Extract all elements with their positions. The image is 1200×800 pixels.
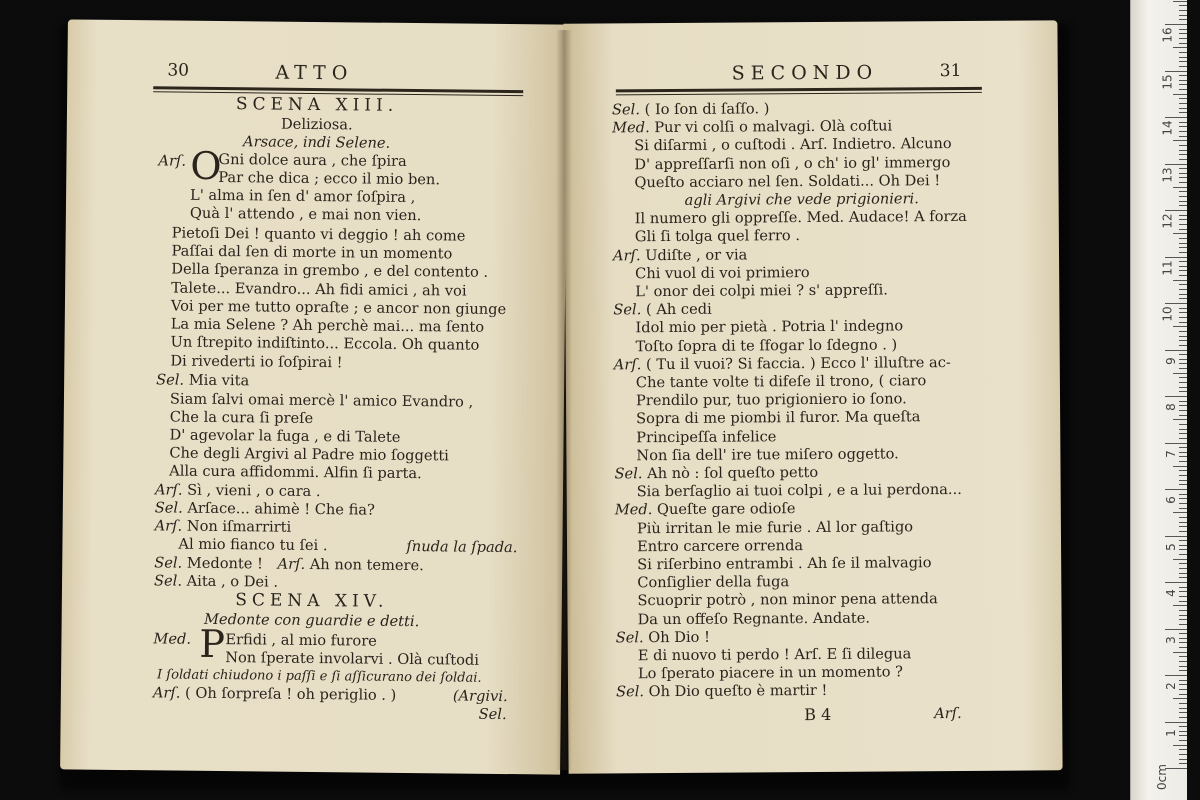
verse-line: L' onor dei colpi miei ? s' appreſſi. (635, 281, 888, 301)
ruler-tick (1179, 322, 1187, 323)
ruler-tick (1179, 680, 1187, 681)
ruler-tick (1173, 652, 1187, 653)
ruler-tick (1179, 456, 1187, 457)
verse-text: Sì , vieni , o cara . (187, 481, 321, 501)
ruler-tick (1179, 410, 1187, 411)
ruler-tick (1179, 10, 1187, 11)
ruler-tick (1179, 33, 1187, 34)
ruler-tick (1179, 717, 1187, 718)
verse-line (613, 246, 747, 265)
verse-text: Mia vita (188, 371, 250, 390)
ruler-tick (1179, 98, 1187, 99)
ruler-tick (1179, 205, 1187, 206)
ruler-tick (1179, 647, 1187, 648)
verse-text: ( Tu il vuoi? Si faccia. ) Ecco l' illuſtre ac- (645, 353, 951, 373)
verse-line (612, 100, 770, 119)
ruler-tick (1165, 117, 1187, 118)
verse-line: Di rivederti io ſoſpirai ! (170, 352, 343, 372)
ruler-tick (1179, 498, 1187, 499)
ruler-tick (1179, 591, 1187, 592)
ruler-tick (1179, 75, 1187, 76)
speaker-label: Sel. (154, 499, 183, 517)
verse-line: Gni dolce aura , che ſpira (218, 150, 407, 170)
verse-line: E di nuovo ti perdo ! Arſ. E ſi dilegua (637, 645, 912, 665)
dialogue-line (153, 684, 397, 705)
measuring-ruler (1130, 0, 1187, 800)
verse-line: Entro carcere orrenda (636, 536, 804, 556)
ruler-tick (1179, 363, 1187, 364)
verse-line (616, 682, 827, 701)
ruler-tick (1179, 66, 1187, 67)
ruler-tick (1179, 284, 1187, 285)
catchword: Arſ. (934, 704, 962, 723)
speaker-label: Sel. (154, 554, 183, 572)
speaker-label: Sel. (156, 371, 185, 389)
ruler-tick (1173, 326, 1187, 327)
speaker-label: Med. (612, 119, 655, 137)
verse-line: Sia berſaglio ai tuoi colpi , e a lui perdona... (636, 481, 962, 501)
signature-mark: B 4 (804, 704, 832, 725)
ruler-tick (1179, 545, 1187, 546)
ruler-tick (1179, 735, 1187, 736)
ruler-tick (1179, 89, 1187, 90)
verse-line: Conſiglier della fuga (637, 573, 790, 592)
ruler-tick (1179, 317, 1187, 318)
verse-line: Talete... Evandro... Ah fidi amici , ah voi (171, 279, 467, 300)
ruler-tick (1179, 177, 1187, 178)
verse-text: Arſace... ahimè ! Che fia? (187, 499, 375, 519)
ruler-tick (1179, 508, 1187, 509)
ruler-tick (1179, 624, 1187, 625)
ruler-tick (1179, 377, 1187, 378)
ruler-tick (1179, 526, 1187, 527)
ruler-tick (1179, 201, 1187, 202)
ruler-tick (1179, 531, 1187, 532)
ruler-tick (1179, 38, 1187, 39)
verse-text: Pur vi colſi o malvagi. Olà coſtui (654, 117, 893, 137)
ruler-tick (1179, 429, 1187, 430)
verse-line: Queſto acciaro nel ſen. Soldati... Oh Dei ! (634, 171, 941, 192)
ruler-tick (1179, 503, 1187, 504)
verse-line: D' appreſſarſi non oſi , o ch' io gl' immergo (634, 153, 951, 173)
verse-line (616, 629, 710, 648)
ruler-number: 15 (1160, 73, 1175, 90)
ruler-tick (1179, 298, 1187, 299)
verse-line: Alla cura affidommi. Alfin ſi parta. (169, 462, 422, 483)
ruler-number: 9 (1164, 356, 1179, 365)
ruler-tick (1179, 168, 1187, 169)
ruler-tick (1179, 452, 1187, 453)
ruler-tick (1179, 670, 1187, 671)
ruler-tick (1179, 540, 1187, 541)
verse-line: La mia Selene ? Ah perchè mai... ma ſento (170, 315, 485, 336)
speaker-label: Arſ. (154, 481, 183, 499)
ruler-tick (1179, 708, 1187, 709)
ruler-tick (1165, 443, 1187, 444)
ruler-tick (1165, 396, 1187, 397)
ruler-tick (1179, 345, 1187, 346)
ruler-tick (1179, 238, 1187, 239)
stage-direction: I ſoldati chiudono i paſſi e ſi aſſicurano dei ſoldai. (157, 667, 482, 686)
verse-line (612, 118, 892, 138)
ruler-tick (1179, 577, 1187, 578)
dialogue-line (156, 371, 249, 390)
catchword: Sel. (478, 705, 507, 724)
ruler-tick (1165, 257, 1187, 258)
ruler-number: 5 (1164, 542, 1179, 551)
ruler-tick (1165, 675, 1187, 676)
ruler-tick (1179, 749, 1187, 750)
verse-line: Quà l' attendo , e mai non vien. (189, 204, 422, 225)
ruler-tick (1179, 475, 1187, 476)
ruler-tick (1179, 145, 1187, 146)
verse-text: Ah non temere. (309, 555, 424, 575)
ruler-tick (1179, 517, 1187, 518)
verse-line: Della ſperanza in grembo , e del contento . (171, 260, 489, 281)
ruler-tick (1179, 15, 1187, 16)
verse-line: Si riſerbino entrambi . Ah ſe il malvagio (637, 554, 932, 574)
ruler-tick (1179, 694, 1187, 695)
stage-direction: agli Argivi che vede prigionieri. (684, 190, 919, 209)
ruler-tick (1173, 373, 1187, 374)
ruler-tick (1179, 173, 1187, 174)
right-header-rule-thin (616, 92, 982, 96)
speaker-label: Arſ. (152, 684, 181, 702)
verse-line: Non ſperate involarvi . Olà cuſtodi (225, 649, 480, 669)
ruler-tick (1179, 52, 1187, 53)
left-running-head: ATTO (275, 61, 354, 85)
ruler-number: 8 (1164, 403, 1179, 411)
speaker-label: Arſ. (277, 555, 306, 573)
ruler-tick (1179, 368, 1187, 369)
ruler-tick (1179, 740, 1187, 741)
ruler-tick (1179, 84, 1187, 85)
verse-line: Non ſia dell' ire tue miſero oggetto. (636, 445, 899, 465)
ruler-number: 14 (1160, 120, 1175, 136)
ruler-tick (1179, 596, 1187, 597)
speaker-label: Arſ. (613, 355, 647, 374)
ruler-tick (1179, 159, 1187, 160)
ruler-tick (1165, 303, 1187, 304)
drop-cap-p: P (199, 621, 226, 667)
ruler-tick (1179, 80, 1187, 81)
dialogue-line (155, 517, 292, 536)
ruler-tick (1179, 359, 1187, 360)
ruler-tick (1179, 484, 1187, 485)
verse-line (614, 464, 818, 483)
verse-line: Erfidi , al mio furore (225, 631, 377, 650)
ruler-tick (1179, 656, 1187, 657)
verse-line: Che tante volte ti difeſe il trono, ( ciaro (635, 372, 927, 392)
ruler-tick (1179, 424, 1187, 425)
ruler-tick (1173, 605, 1187, 606)
ruler-tick (1179, 219, 1187, 220)
ruler-tick (1179, 712, 1187, 713)
ruler-tick (1179, 150, 1187, 151)
verse-text: ( Io ſon di ſaſſo. ) (644, 100, 770, 119)
ruler-tick (1179, 438, 1187, 439)
ruler-tick (1173, 698, 1187, 699)
ruler-tick (1173, 47, 1187, 48)
ruler-tick (1179, 354, 1187, 355)
ruler-tick (1165, 71, 1187, 72)
speaker-label: Med. (153, 630, 192, 648)
ruler-tick (1165, 489, 1187, 490)
verse-line: Un ſtrepito indiſtinto... Eccola. Oh quanto (170, 333, 480, 354)
speaker-label: Sel. (153, 572, 183, 590)
ruler-tick (1179, 573, 1187, 574)
ruler-tick (1179, 666, 1187, 667)
ruler-tick (1179, 549, 1187, 550)
verse-line (615, 501, 796, 520)
ruler-tick (1179, 447, 1187, 448)
ruler-tick (1179, 587, 1187, 588)
ruler-tick (1165, 582, 1187, 583)
ruler-tick (1179, 633, 1187, 634)
verse-line: L' alma in ſen d' amor ſoſpira , (190, 186, 416, 207)
dialogue-line (154, 572, 278, 591)
ruler-tick (1179, 252, 1187, 253)
ruler-tick (1179, 229, 1187, 230)
left-page (60, 19, 568, 774)
ruler-tick (1179, 703, 1187, 704)
verse-line: Pietoſi Dei ! quanto vi deggio ! ah come (171, 224, 466, 245)
verse-line: Par che dica ; ecco il mio ben. (218, 168, 441, 189)
ruler-tick (1179, 112, 1187, 113)
ruler-tick (1179, 568, 1187, 569)
speaker-label: Sel. (614, 465, 648, 483)
speaker-label: Arſ. (154, 517, 183, 535)
ruler-tick (1179, 661, 1187, 662)
verse-text: Non iſmarrirti (186, 517, 292, 536)
ruler-number: 6 (1164, 496, 1179, 504)
ruler-tick (1179, 731, 1187, 732)
ruler-tick (1179, 638, 1187, 639)
verse-line: Toſto ſopra di te ſfogar lo ſdegno . ) (635, 336, 898, 355)
ruler-tick (1179, 763, 1187, 764)
ruler-unit-label: 0cm (1155, 764, 1170, 790)
ruler-tick (1179, 480, 1187, 481)
ruler-tick (1179, 131, 1187, 132)
scene-14-title: SCENA XIV. (235, 590, 389, 612)
ruler-tick (1179, 43, 1187, 44)
ruler-number: 16 (1160, 27, 1175, 43)
verse-text: Oh Dio ! (648, 628, 710, 646)
ruler-tick (1179, 601, 1187, 602)
ruler-number: 3 (1164, 635, 1179, 644)
ruler-tick (1179, 615, 1187, 616)
verse-line: Il numero gli oppreſſe. Med. Audace! A forza (634, 208, 967, 228)
ruler-tick (1179, 610, 1187, 611)
ruler-tick (1173, 419, 1187, 420)
ruler-tick (1179, 29, 1187, 30)
ruler-tick (1173, 559, 1187, 560)
ruler-tick (1179, 340, 1187, 341)
ruler-tick (1179, 196, 1187, 197)
ruler-tick (1179, 554, 1187, 555)
ruler-tick (1173, 233, 1187, 234)
stage-direction: (Argivi. (452, 687, 508, 706)
ruler-tick (1179, 391, 1187, 392)
verse-line (614, 354, 951, 374)
book-gutter (556, 30, 572, 770)
ruler-tick (1179, 494, 1187, 495)
ruler-tick (1173, 140, 1187, 141)
verse-line: Chi vuol di voi primiero (635, 263, 810, 283)
verse-line: D' agevolar la fuga , e di Talete (169, 426, 401, 446)
drop-cap-o: O (190, 143, 222, 189)
ruler-tick (1179, 387, 1187, 388)
scene-13-characters: Arsace, indi Selene. (243, 133, 391, 152)
verse-text: Ah nò : ſol queſto petto (647, 463, 819, 483)
ruler-tick (1179, 289, 1187, 290)
ruler-tick (1173, 745, 1187, 746)
dialogue-line (155, 481, 321, 501)
ruler-tick (1179, 405, 1187, 406)
right-running-head: SECONDO (731, 61, 879, 85)
speaker-label: Arſ. (158, 152, 187, 170)
ruler-tick (1165, 536, 1187, 537)
ruler-tick (1173, 512, 1187, 513)
verse-line: Che la cura ſi preſe (169, 408, 314, 427)
ruler-tick (1179, 191, 1187, 192)
ruler-tick (1179, 215, 1187, 216)
ruler-number: 1 (1164, 728, 1179, 737)
ruler-number: 2 (1164, 682, 1179, 690)
ruler-tick (1179, 470, 1187, 471)
verse-line: Che degli Argivi al Padre mio ſoggetti (169, 444, 449, 465)
speaker-label: Arſ. (612, 246, 646, 264)
ruler-number: 13 (1160, 166, 1175, 183)
ruler-tick (1179, 563, 1187, 564)
speaker-label: Sel. (611, 101, 645, 119)
ruler-tick (1179, 433, 1187, 434)
ruler-tick (1165, 164, 1187, 165)
verse-line: Al mio fianco tu ſei . (178, 535, 328, 555)
verse-line: Paſſai dal ſen di morte in un momento (171, 242, 453, 263)
verse-line: Sopra di me piombi il furor. Ma queſta (636, 408, 921, 428)
ruler-tick (1179, 331, 1187, 332)
verse-text: Udiſte , or via (645, 246, 748, 264)
ruler-number: 7 (1164, 449, 1179, 458)
verse-line: Principeſſa infelice (636, 427, 777, 446)
ruler-tick (1165, 629, 1187, 630)
right-folio: 31 (939, 60, 962, 82)
verse-text: ( Oh ſorpreſa ! oh periglio . ) (185, 684, 397, 704)
verse-line: Siam ſalvi omai mercè l' amico Evandro , (169, 390, 474, 411)
ruler-tick (1179, 57, 1187, 58)
ruler-tick (1179, 270, 1187, 271)
ruler-number: 4 (1164, 589, 1179, 597)
ruler-tick (1179, 642, 1187, 643)
ruler-tick (1179, 461, 1187, 462)
ruler-tick (1179, 308, 1187, 309)
right-page (563, 20, 1062, 773)
speaker-label: Sel. (615, 628, 649, 647)
scene-13-setting: Deliziosa. (280, 115, 353, 134)
ruler-tick (1179, 122, 1187, 123)
ruler-tick (1165, 350, 1187, 351)
ruler-tick (1173, 280, 1187, 281)
ruler-tick (1179, 759, 1187, 760)
ruler-tick (1179, 182, 1187, 183)
ruler-tick (1179, 275, 1187, 276)
ruler-tick (1179, 336, 1187, 337)
ruler-tick (1173, 466, 1187, 467)
ruler-tick (1179, 415, 1187, 416)
verse-line (613, 301, 711, 320)
verse-text: Oh Dio queſto è martir ! (648, 682, 828, 701)
ruler-tick (1179, 522, 1187, 523)
ruler-tick (1179, 619, 1187, 620)
ruler-tick (1179, 726, 1187, 727)
ruler-tick (1165, 24, 1187, 25)
ruler-number: 12 (1160, 213, 1175, 229)
speaker-label: Sel. (613, 301, 647, 319)
speaker-label: Sel. (615, 683, 649, 701)
ruler-tick (1173, 1, 1187, 2)
verse-line: Da un offeſo Regnante. Andate. (637, 609, 871, 628)
verse-line: Voi per me tutto opraſte ; e ancor non giunge (170, 297, 507, 319)
ruler-tick (1179, 19, 1187, 20)
scene-14-characters: Medonte con guardie e detti. (203, 610, 420, 631)
verse-line: Gli ſi tolga quel ferro . (634, 227, 801, 246)
verse-line: Più irritan le mie furie . Al lor gaſtigo (636, 517, 914, 537)
ruler-tick (1179, 754, 1187, 755)
ruler-number: 10 (1160, 306, 1175, 322)
verse-line: Si diſarmi , o cuſtodi . Arſ. Indietro. Alcuno (634, 135, 952, 155)
verse-text: Queſte gare odioſe (656, 500, 796, 519)
left-folio: 30 (167, 60, 190, 81)
scene-13-title: SCENA XIII. (235, 94, 399, 116)
stage-direction: ſnuda la ſpada. (406, 537, 518, 557)
ruler-tick (1179, 294, 1187, 295)
speaker-label: Med. (614, 501, 658, 519)
ruler-tick (1179, 154, 1187, 155)
dialogue-line (155, 499, 375, 519)
ruler-tick (1179, 312, 1187, 313)
ruler-tick (1179, 689, 1187, 690)
ruler-tick (1179, 224, 1187, 225)
ruler-tick (1165, 722, 1187, 723)
ruler-tick (1179, 382, 1187, 383)
ruler-tick (1173, 94, 1187, 95)
verse-line: Scuoprir potrò , non minor pena attenda (637, 590, 938, 610)
verse-line: Idol mio per pietà . Potria l' indegno (635, 317, 904, 337)
ruler-tick (1179, 103, 1187, 104)
ruler-tick (1179, 5, 1187, 6)
ruler-tick (1179, 684, 1187, 685)
ruler-tick (1165, 210, 1187, 211)
ruler-tick (1179, 126, 1187, 127)
ruler-tick (1179, 266, 1187, 267)
ruler-tick (1179, 108, 1187, 109)
verse-line: Prendilo pur, tuo prigioniero io ſono. (635, 390, 907, 410)
ruler-tick (1179, 61, 1187, 62)
verse-text: ( Ah cedi (645, 300, 712, 319)
ruler-tick (1179, 247, 1187, 248)
verse-line: Lo ſperato piacere in un momento ? (637, 663, 903, 683)
ruler-tick (1179, 261, 1187, 262)
ruler-tick (1179, 243, 1187, 244)
ruler-tick (1179, 401, 1187, 402)
ruler-number: 11 (1160, 259, 1175, 276)
ruler-tick (1179, 136, 1187, 137)
verse-text: Medonte ! (186, 554, 264, 573)
verse-text: Aita , o Dei . (186, 572, 279, 591)
ruler-tick (1173, 187, 1187, 188)
